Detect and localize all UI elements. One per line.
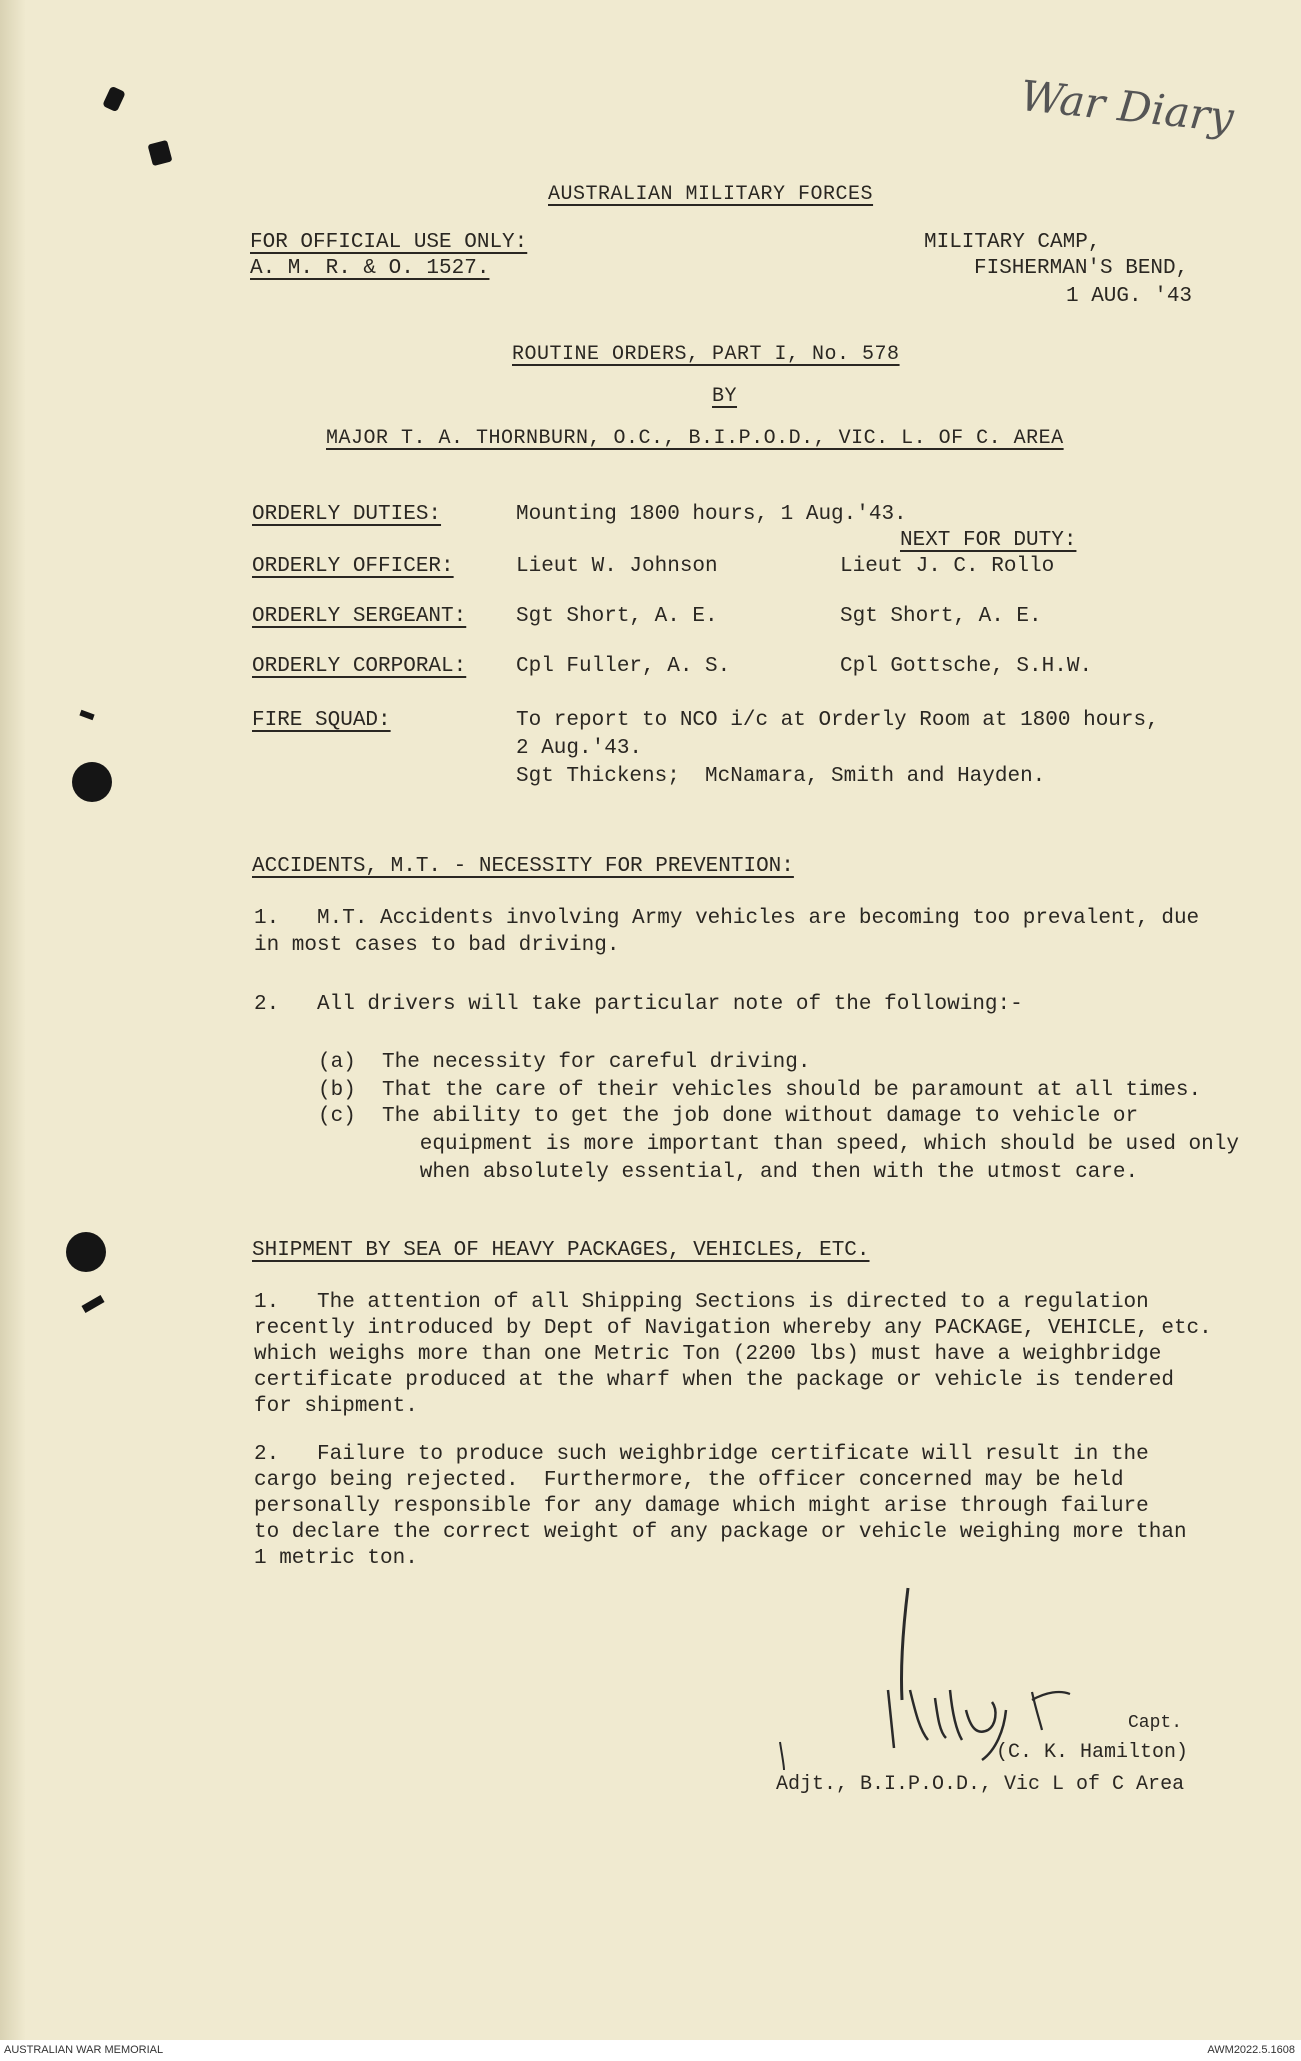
shipment-para1-line: recently introduced by Dept of Navigation whereby any PACKAGE, VEHICLE, etc. bbox=[254, 1317, 1212, 1340]
duty-row-next: Cpl Gottsche, S.H.W. bbox=[840, 655, 1093, 678]
accidents-para1-line: 1. M.T. Accidents involving Army vehicles are becoming too prevalent, due bbox=[254, 907, 1200, 930]
duty-row-current: Cpl Fuller, A. S. bbox=[516, 655, 731, 678]
shipment-para1-line: 1. The attention of all Shipping Sections is directed to a regulation bbox=[254, 1291, 1149, 1314]
list-item-marker: (c) bbox=[318, 1105, 356, 1128]
fire-squad-line: Sgt Thickens; McNamara, Smith and Hayden. bbox=[516, 765, 1046, 788]
footer-reference: AWM2022.5.1608 bbox=[1207, 2044, 1295, 2056]
next-for-duty-label: NEXT FOR DUTY: bbox=[900, 529, 1077, 552]
list-item-line: That the care of their vehicles should be paramount at all times. bbox=[382, 1079, 1202, 1102]
shipment-para1-line: certificate produced at the wharf when the package or vehicle is tendered bbox=[254, 1369, 1174, 1392]
list-item-line: The necessity for careful driving. bbox=[382, 1051, 811, 1074]
fire-squad-line: 2 Aug.'43. bbox=[516, 737, 643, 760]
document-title: AUSTRALIAN MILITARY FORCES bbox=[548, 183, 874, 206]
shipment-para1-line: for shipment. bbox=[254, 1395, 418, 1418]
location-line: MILITARY CAMP, bbox=[924, 231, 1101, 254]
shipment-para2-line: to declare the correct weight of any package or vehicle weighing more than bbox=[254, 1521, 1187, 1544]
footer-archive-name: AUSTRALIAN WAR MEMORIAL bbox=[4, 2044, 164, 2056]
reference-number: A. M. R. & O. 1527. bbox=[250, 257, 490, 280]
shipment-para1-line: which weighs more than one Metric Ton (2200 lbs) must have a weighbridge bbox=[254, 1343, 1162, 1366]
punch-hole bbox=[147, 140, 172, 166]
document-date: 1 AUG. '43 bbox=[1066, 285, 1193, 308]
duty-row-current: Lieut W. Johnson bbox=[516, 555, 718, 578]
signature-rank: Capt. bbox=[1128, 1713, 1183, 1733]
accidents-heading: ACCIDENTS, M.T. - NECESSITY FOR PREVENTION: bbox=[252, 855, 794, 878]
list-item-marker: (a) bbox=[318, 1051, 356, 1074]
punch-hole bbox=[81, 1295, 104, 1313]
archive-footer bbox=[0, 2040, 1301, 2061]
shipment-para2-line: 1 metric ton. bbox=[254, 1547, 418, 1570]
orderly-duties-label: ORDERLY DUTIES: bbox=[252, 503, 442, 526]
punch-hole bbox=[79, 710, 94, 720]
shipment-para2-line: cargo being rejected. Furthermore, the officer concerned may be held bbox=[254, 1469, 1124, 1492]
orders-by: BY bbox=[712, 385, 738, 408]
list-item-marker: (b) bbox=[318, 1079, 356, 1102]
list-item-line: equipment is more important than speed, which should be used only bbox=[382, 1133, 1239, 1156]
punch-hole bbox=[102, 86, 126, 113]
signature-appointment: Adjt., B.I.P.O.D., Vic L of C Area bbox=[776, 1773, 1185, 1796]
signature-name: (C. K. Hamilton) bbox=[996, 1741, 1189, 1764]
duty-row-next: Lieut J. C. Rollo bbox=[840, 555, 1055, 578]
duty-row-next: Sgt Short, A. E. bbox=[840, 605, 1042, 628]
orders-title: ROUTINE ORDERS, PART I, No. 578 bbox=[512, 343, 900, 366]
shipment-para2-line: 2. Failure to produce such weighbridge certificate will result in the bbox=[254, 1443, 1149, 1466]
duty-row-label: ORDERLY CORPORAL: bbox=[252, 655, 467, 678]
paper-edge bbox=[0, 0, 26, 2040]
handwritten-annotation: War Diary bbox=[1018, 70, 1236, 143]
orderly-duties-mounting: Mounting 1800 hours, 1 Aug.'43. bbox=[516, 503, 907, 526]
duty-row-current: Sgt Short, A. E. bbox=[516, 605, 718, 628]
fire-squad-line: To report to NCO i/c at Orderly Room at 1800 hours, bbox=[516, 709, 1159, 732]
fire-squad-label: FIRE SQUAD: bbox=[252, 709, 391, 732]
accidents-para2: 2. All drivers will take particular note of the following:- bbox=[254, 993, 1023, 1016]
list-item-line: The ability to get the job done without damage to vehicle or bbox=[382, 1105, 1139, 1128]
list-item-line: when absolutely essential, and then with the utmost care. bbox=[382, 1161, 1139, 1184]
duty-row-label: ORDERLY SERGEANT: bbox=[252, 605, 467, 628]
shipment-para2-line: personally responsible for any damage which might arise through failure bbox=[254, 1495, 1149, 1518]
shipment-heading: SHIPMENT BY SEA OF HEAVY PACKAGES, VEHICLES, ETC. bbox=[252, 1239, 870, 1262]
punch-hole bbox=[72, 762, 112, 802]
official-use-label: FOR OFFICIAL USE ONLY: bbox=[250, 231, 528, 254]
punch-hole bbox=[66, 1232, 106, 1272]
location-line: FISHERMAN'S BEND, bbox=[974, 257, 1189, 280]
accidents-para1-line: in most cases to bad driving. bbox=[254, 934, 620, 957]
duty-row-label: ORDERLY OFFICER: bbox=[252, 555, 454, 578]
orders-commander: MAJOR T. A. THORNBURN, O.C., B.I.P.O.D., VIC. L. OF C. AREA bbox=[326, 427, 1064, 450]
